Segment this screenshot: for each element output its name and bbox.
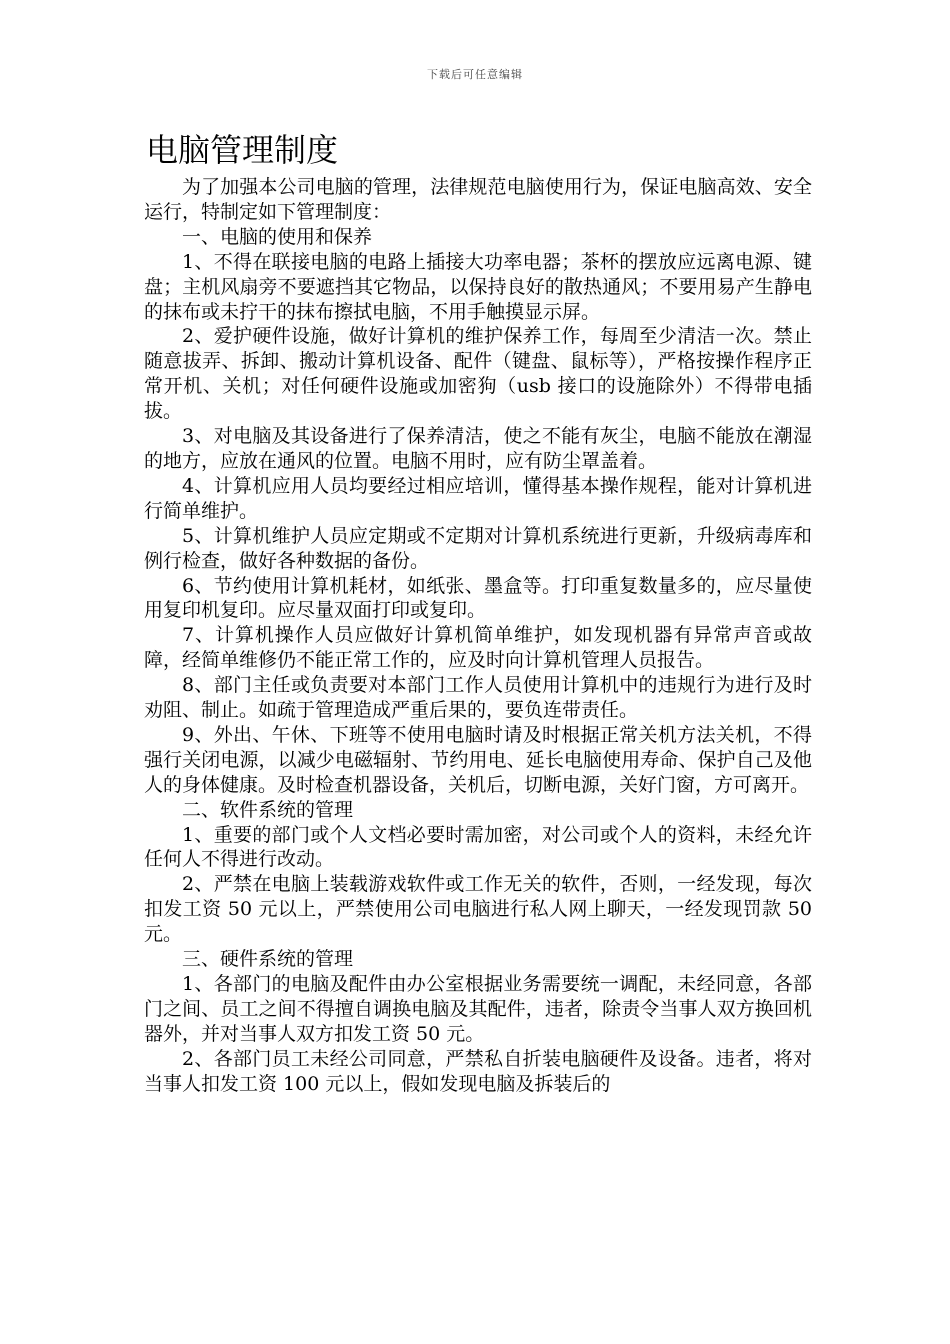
document-body <box>144 175 812 1097</box>
section-heading: 二、软件系统的管理 <box>182 798 354 821</box>
body-paragraph: 1、不得在联接电脑的电路上插接大功率电器；茶杯的摆放应远离电源、键盘；主机风扇旁不要遮挡其它物品，以保持良好的散热通风；不要用易产生静电的抹布或未拧干的抹布擦拭电脑，不用手触摸显示屏。 <box>144 250 812 323</box>
body-paragraph: 5、计算机维护人员应定期或不定期对计算机系统进行更新，升级病毒库和例行检查，做好各种数据的备份。 <box>144 524 812 572</box>
body-paragraph: 6、节约使用计算机耗材，如纸张、墨盒等。打印重复数量多的，应尽量使用复印机复印。应尽量双面打印或复印。 <box>144 574 812 622</box>
body-paragraph: 2、各部门员工未经公司同意，严禁私自折装电脑硬件及设备。违者，将对当事人扣发工资 100 元以上，假如发现电脑及拆装后的 <box>144 1047 812 1095</box>
header-note: 下载后可任意编辑 <box>427 68 523 81</box>
body-paragraph: 2、严禁在电脑上装载游戏软件或工作无关的软件，否则，一经发现，每次扣发工资 50 元以上，严禁使用公司电脑进行私人网上聊天，一经发现罚款 50 元。 <box>144 873 812 946</box>
body-paragraph: 8、部门主任或负责要对本部门工作人员使用计算机中的违规行为进行及时劝阻、制止。如疏于管理造成严重后果的，要负连带责任。 <box>144 674 812 722</box>
body-paragraph: 2、爱护硬件设施，做好计算机的维护保养工作，每周至少清洁一次。禁止随意拔弄、拆卸、搬动计算机设备、配件（键盘、鼠标等），严格按操作程序正常开机、关机；对任何硬件设施或加密狗（usb 接口的设施除外）不得带电插拔。 <box>144 325 812 423</box>
body-paragraph: 1、重要的部门或个人文档必要时需加密，对公司或个人的资料，未经允许任何人不得进行改动。 <box>144 823 812 871</box>
body-paragraph: 7、计算机操作人员应做好计算机简单维护，如发现机器有异常声音或故障，经简单维修仍不能正常工作的，应及时向计算机管理人员报告。 <box>144 624 812 672</box>
section-heading: 一、电脑的使用和保养 <box>182 225 373 248</box>
body-paragraph: 4、计算机应用人员均要经过相应培训，懂得基本操作规程，能对计算机进行简单维护。 <box>144 474 812 522</box>
section-heading: 三、硬件系统的管理 <box>182 948 354 971</box>
body-paragraph: 3、对电脑及其设备进行了保养清洁，使之不能有灰尘，电脑不能放在潮湿的地方，应放在通风的位置。电脑不用时，应有防尘罩盖着。 <box>144 425 812 472</box>
body-paragraph: 9、外出、午休、下班等不使用电脑时请及时根据正常关机方法关机，不得强行关闭电源，以减少电磁辐射、节约用电、延长电脑使用寿命、保护自己及他人的身体健康。及时检查机器设备，关机后，切断电源，关好门窗，方可离开。 <box>144 723 812 796</box>
intro-paragraph: 为了加强本公司电脑的管理，法律规范电脑使用行为，保证电脑高效、安全运行，特制定如下管理制度： <box>144 176 812 223</box>
document-title: 电脑管理制度 <box>146 131 339 169</box>
body-paragraph: 1、各部门的电脑及配件由办公室根据业务需要统一调配，未经同意，各部门之间、员工之间不得擅自调换电脑及其配件，违者，除责令当事人双方换回机器外，并对当事人双方扣发工资 50 元。 <box>144 973 812 1045</box>
